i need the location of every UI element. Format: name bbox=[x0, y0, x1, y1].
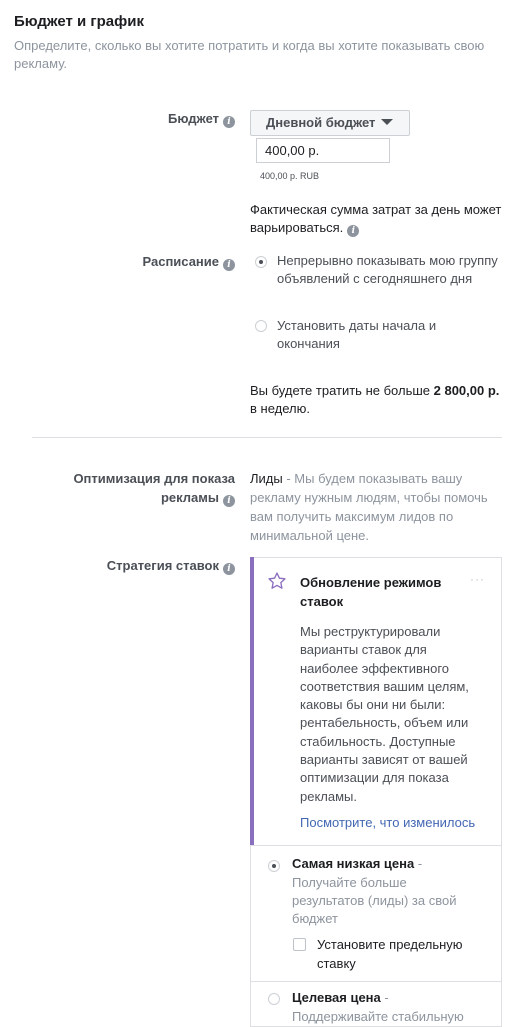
schedule-dates-label[interactable]: Установить даты начала и окончания bbox=[277, 318, 437, 351]
budget-amount-note: 400,00 р. RUB bbox=[260, 171, 320, 181]
info-icon[interactable]: i bbox=[347, 225, 359, 237]
schedule-label-text: Расписание bbox=[142, 254, 219, 269]
budget-label bbox=[60, 111, 235, 128]
info-icon[interactable]: i bbox=[223, 495, 235, 507]
budget-label-text: Бюджет bbox=[168, 111, 219, 126]
bid-strategy-label-text: Стратегия ставок bbox=[106, 558, 219, 573]
see-changes-link[interactable]: Посмотрите, что изменилось bbox=[300, 815, 476, 830]
lowest-cost-radio[interactable] bbox=[268, 860, 280, 872]
card-divider bbox=[251, 981, 501, 982]
budget-amount-input[interactable]: 400,00 р. bbox=[256, 138, 390, 163]
lowest-cost-option[interactable] bbox=[292, 855, 492, 873]
budget-type-label: Дневной бюджет bbox=[266, 115, 376, 130]
optimization-description: - Мы будем показывать вашу рекламу нужным людям, чтобы помочь вам получить максимум лидов по минимальной цене. bbox=[250, 471, 488, 543]
card-divider bbox=[251, 845, 501, 846]
target-cost-radio[interactable] bbox=[268, 993, 280, 1005]
spend-amount: 2 800,00 р. bbox=[433, 383, 500, 398]
schedule-dates-radio[interactable] bbox=[255, 320, 267, 332]
info-icon[interactable]: i bbox=[223, 563, 235, 575]
bid-notice-title: Обновление режимов ставок bbox=[300, 575, 442, 609]
schedule-label bbox=[60, 254, 235, 271]
section-subtitle: Определите, сколько вы хотите потратить и когда вы хотите показывать свою рекламу. bbox=[14, 38, 485, 71]
info-icon[interactable]: i bbox=[223, 116, 235, 128]
lowest-cost-title: Самая низкая цена bbox=[292, 856, 415, 871]
target-cost-option[interactable] bbox=[292, 989, 492, 1007]
star-icon bbox=[267, 571, 287, 591]
bid-cap-checkbox[interactable] bbox=[293, 938, 306, 951]
info-icon[interactable]: i bbox=[223, 259, 235, 271]
schedule-continuous-label[interactable]: Непрерывно показывать мою группу объявлений с сегодняшнего дня bbox=[277, 253, 498, 286]
section-title: Бюджет и график bbox=[14, 13, 145, 30]
more-options-icon[interactable]: ··· bbox=[470, 572, 485, 586]
optimization-label bbox=[60, 469, 235, 507]
spend-prefix: Вы будете тратить не больше bbox=[250, 383, 434, 398]
weekly-spend-note bbox=[250, 382, 508, 418]
bid-cap-label[interactable]: Установите предельную ставку bbox=[317, 937, 463, 971]
optimization-value-text: Лиды bbox=[250, 471, 283, 486]
target-cost-sep: - bbox=[380, 990, 389, 1005]
bid-notice-body: Мы реструктурировали варианты ставок для наиболее эффективного соответствия вашим целям, каковы бы они ни были: рентабельность, объем или стабильность. Доступные варианты зависят от вашей оптимизации для показа рекламы. bbox=[300, 624, 469, 804]
caret-down-icon bbox=[381, 119, 393, 125]
section-divider bbox=[32, 437, 502, 438]
budget-type-dropdown[interactable] bbox=[250, 110, 410, 136]
optimization-label-text: Оптимизация для показа рекламы bbox=[73, 471, 235, 505]
target-cost-description: Поддерживайте стабильную bbox=[292, 1009, 464, 1024]
lowest-cost-sep: - bbox=[414, 856, 423, 871]
schedule-continuous-radio[interactable] bbox=[255, 256, 267, 268]
budget-daily-note bbox=[250, 201, 510, 237]
daily-note-text: Фактическая сумма затрат за день может варьироваться. bbox=[250, 202, 502, 235]
spend-suffix: в неделю. bbox=[250, 401, 310, 416]
bid-strategy-label bbox=[60, 558, 235, 575]
target-cost-title: Целевая цена bbox=[292, 990, 381, 1005]
optimization-value bbox=[250, 469, 508, 545]
lowest-cost-description: Получайте больше результатов (лиды) за свой бюджет bbox=[292, 875, 457, 926]
